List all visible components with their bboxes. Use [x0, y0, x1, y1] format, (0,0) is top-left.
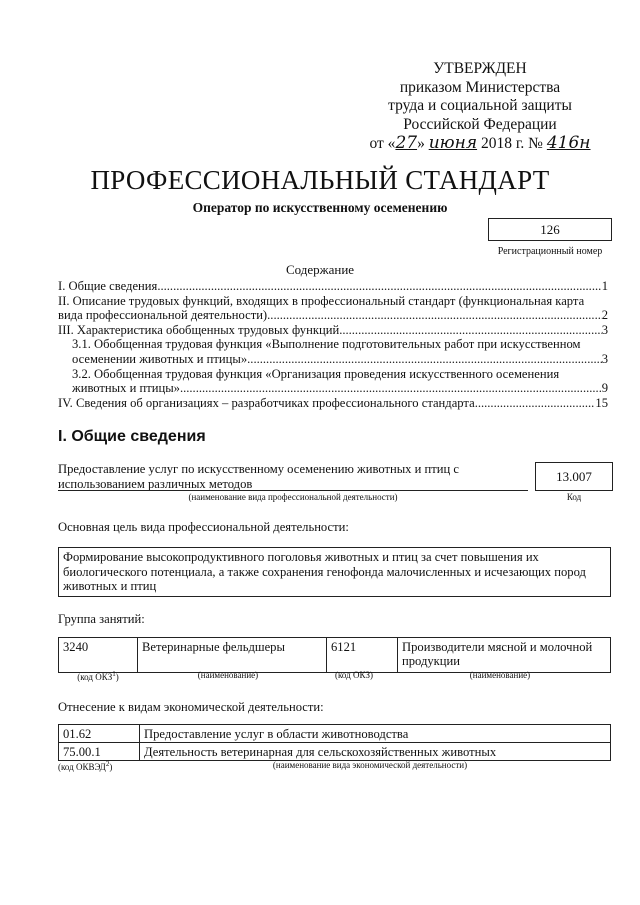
occupation-groups-table [58, 637, 611, 673]
activity-code-caption: Код [566, 492, 582, 502]
date-prefix: от « [369, 135, 396, 152]
approval-line-2: приказом Министерства [399, 78, 561, 96]
okved-name-caption: (наименование вида экономической деятельности) [272, 760, 468, 770]
date-year: 2018 г. № [477, 135, 547, 152]
toc-item-text: II. Описание трудовых функций, входящих в профессиональный стандарт (функциональная карта [58, 293, 585, 308]
toc-item-text: IV. Сведения об организациях – разработчиках профессионального стандарта [58, 395, 475, 410]
registration-number-label: Регистрационный номер [497, 246, 603, 257]
handwritten-number: 416н [546, 133, 591, 153]
approval-line-1: УТВЕРЖДЕН [433, 60, 527, 77]
activity-caption: (наименование вида профессиональной деятельности) [188, 492, 398, 502]
toc-item[interactable] [58, 294, 608, 323]
toc-item[interactable] [58, 279, 608, 294]
table-row [59, 725, 611, 743]
table-row [59, 638, 611, 673]
approval-date-line [330, 134, 630, 154]
goal-text-box: Формирование высокопродуктивного поголовья животных и птиц за счет повышения их биологического потенциала, а также сохранения генофонда малочисленных и исчезающих пород животных и птиц [58, 547, 611, 597]
toc-item-text-cont: животных и птицы» [72, 381, 180, 396]
activity-code-box: 13.007 [535, 462, 613, 491]
okved-name-cell: Деятельность ветеринарная для сельскохозяйственных животных [140, 743, 611, 761]
okved-code-cell: 01.62 [59, 725, 140, 743]
okved-name-cell: Предоставление услуг в области животноводства [140, 725, 611, 743]
table-of-contents [58, 279, 608, 410]
toc-item-text: 3.2. Обобщенная трудовая функция «Организация проведения искусственного осеменения [72, 366, 560, 381]
okz-name-caption: (наименование) [197, 670, 259, 680]
activity-name: Предоставление услуг по искусственному осеменению животных и птиц с использованием различных методов [58, 462, 459, 491]
okz-code-caption-2: (код ОКЗ) [335, 670, 373, 680]
okz-name-caption-2: (наименование) [469, 670, 531, 680]
okz-code-caption: (код ОКЗ$^1$) [77, 670, 119, 682]
registration-number-box: 126 [488, 218, 612, 241]
toc-item-page: 3 [601, 322, 608, 337]
okz-name-cell: Производители мясной и молочной продукции [398, 638, 611, 673]
okz-code-cell: 6121 [327, 638, 398, 673]
date-mid: » [417, 135, 429, 152]
toc-item[interactable] [58, 396, 608, 411]
toc-item-page: 3 [601, 351, 608, 366]
toc-item-text-cont: вида профессиональной деятельности) [58, 308, 268, 323]
okz-code-cell: 3240 [59, 638, 138, 673]
handwritten-month: июня [428, 133, 478, 153]
toc-item-text: I. Общие сведения [58, 279, 158, 293]
okz-name-cell: Ветеринарные фельдшеры [138, 638, 327, 673]
group-label: Группа занятий: [58, 612, 145, 626]
toc-item-text: 3.1. Обобщенная трудовая функция «Выполнение подготовительных работ при искусственном [72, 337, 581, 352]
econ-label: Отнесение к видам экономической деятельности: [58, 700, 324, 714]
toc-item[interactable] [58, 367, 608, 396]
table-row [59, 743, 611, 761]
toc-item[interactable] [58, 323, 608, 338]
section-heading: I. Общие сведения [58, 428, 206, 445]
document-subtitle: Оператор по искусственному осеменению [192, 200, 448, 215]
toc-item-page: 15 [595, 395, 608, 410]
toc-item-text-cont: осеменении животных и птицы» [72, 351, 248, 366]
goal-label: Основная цель вида профессиональной деятельности: [58, 520, 349, 534]
toc-item[interactable] [58, 337, 608, 366]
okved-code-caption: (код ОКВЭД$^2$) [58, 760, 113, 772]
toc-title: Содержание [285, 262, 355, 277]
toc-item-page: 2 [601, 308, 608, 323]
approval-line-3: труда и социальной защиты [388, 97, 572, 114]
toc-item-page: 9 [601, 381, 608, 396]
toc-item-text: III. Характеристика обобщенных трудовых функций [58, 322, 340, 337]
activity-underline [58, 490, 528, 491]
approval-block [330, 60, 630, 154]
economic-activity-table [58, 724, 611, 761]
toc-item-page: 1 [601, 279, 608, 293]
approval-line-4: Российской Федерации [403, 115, 557, 133]
handwritten-day: 27 [395, 133, 418, 153]
document-title: ПРОФЕССИОНАЛЬНЫЙ СТАНДАРТ [90, 165, 550, 195]
okved-code-cell: 75.00.1 [59, 743, 140, 761]
